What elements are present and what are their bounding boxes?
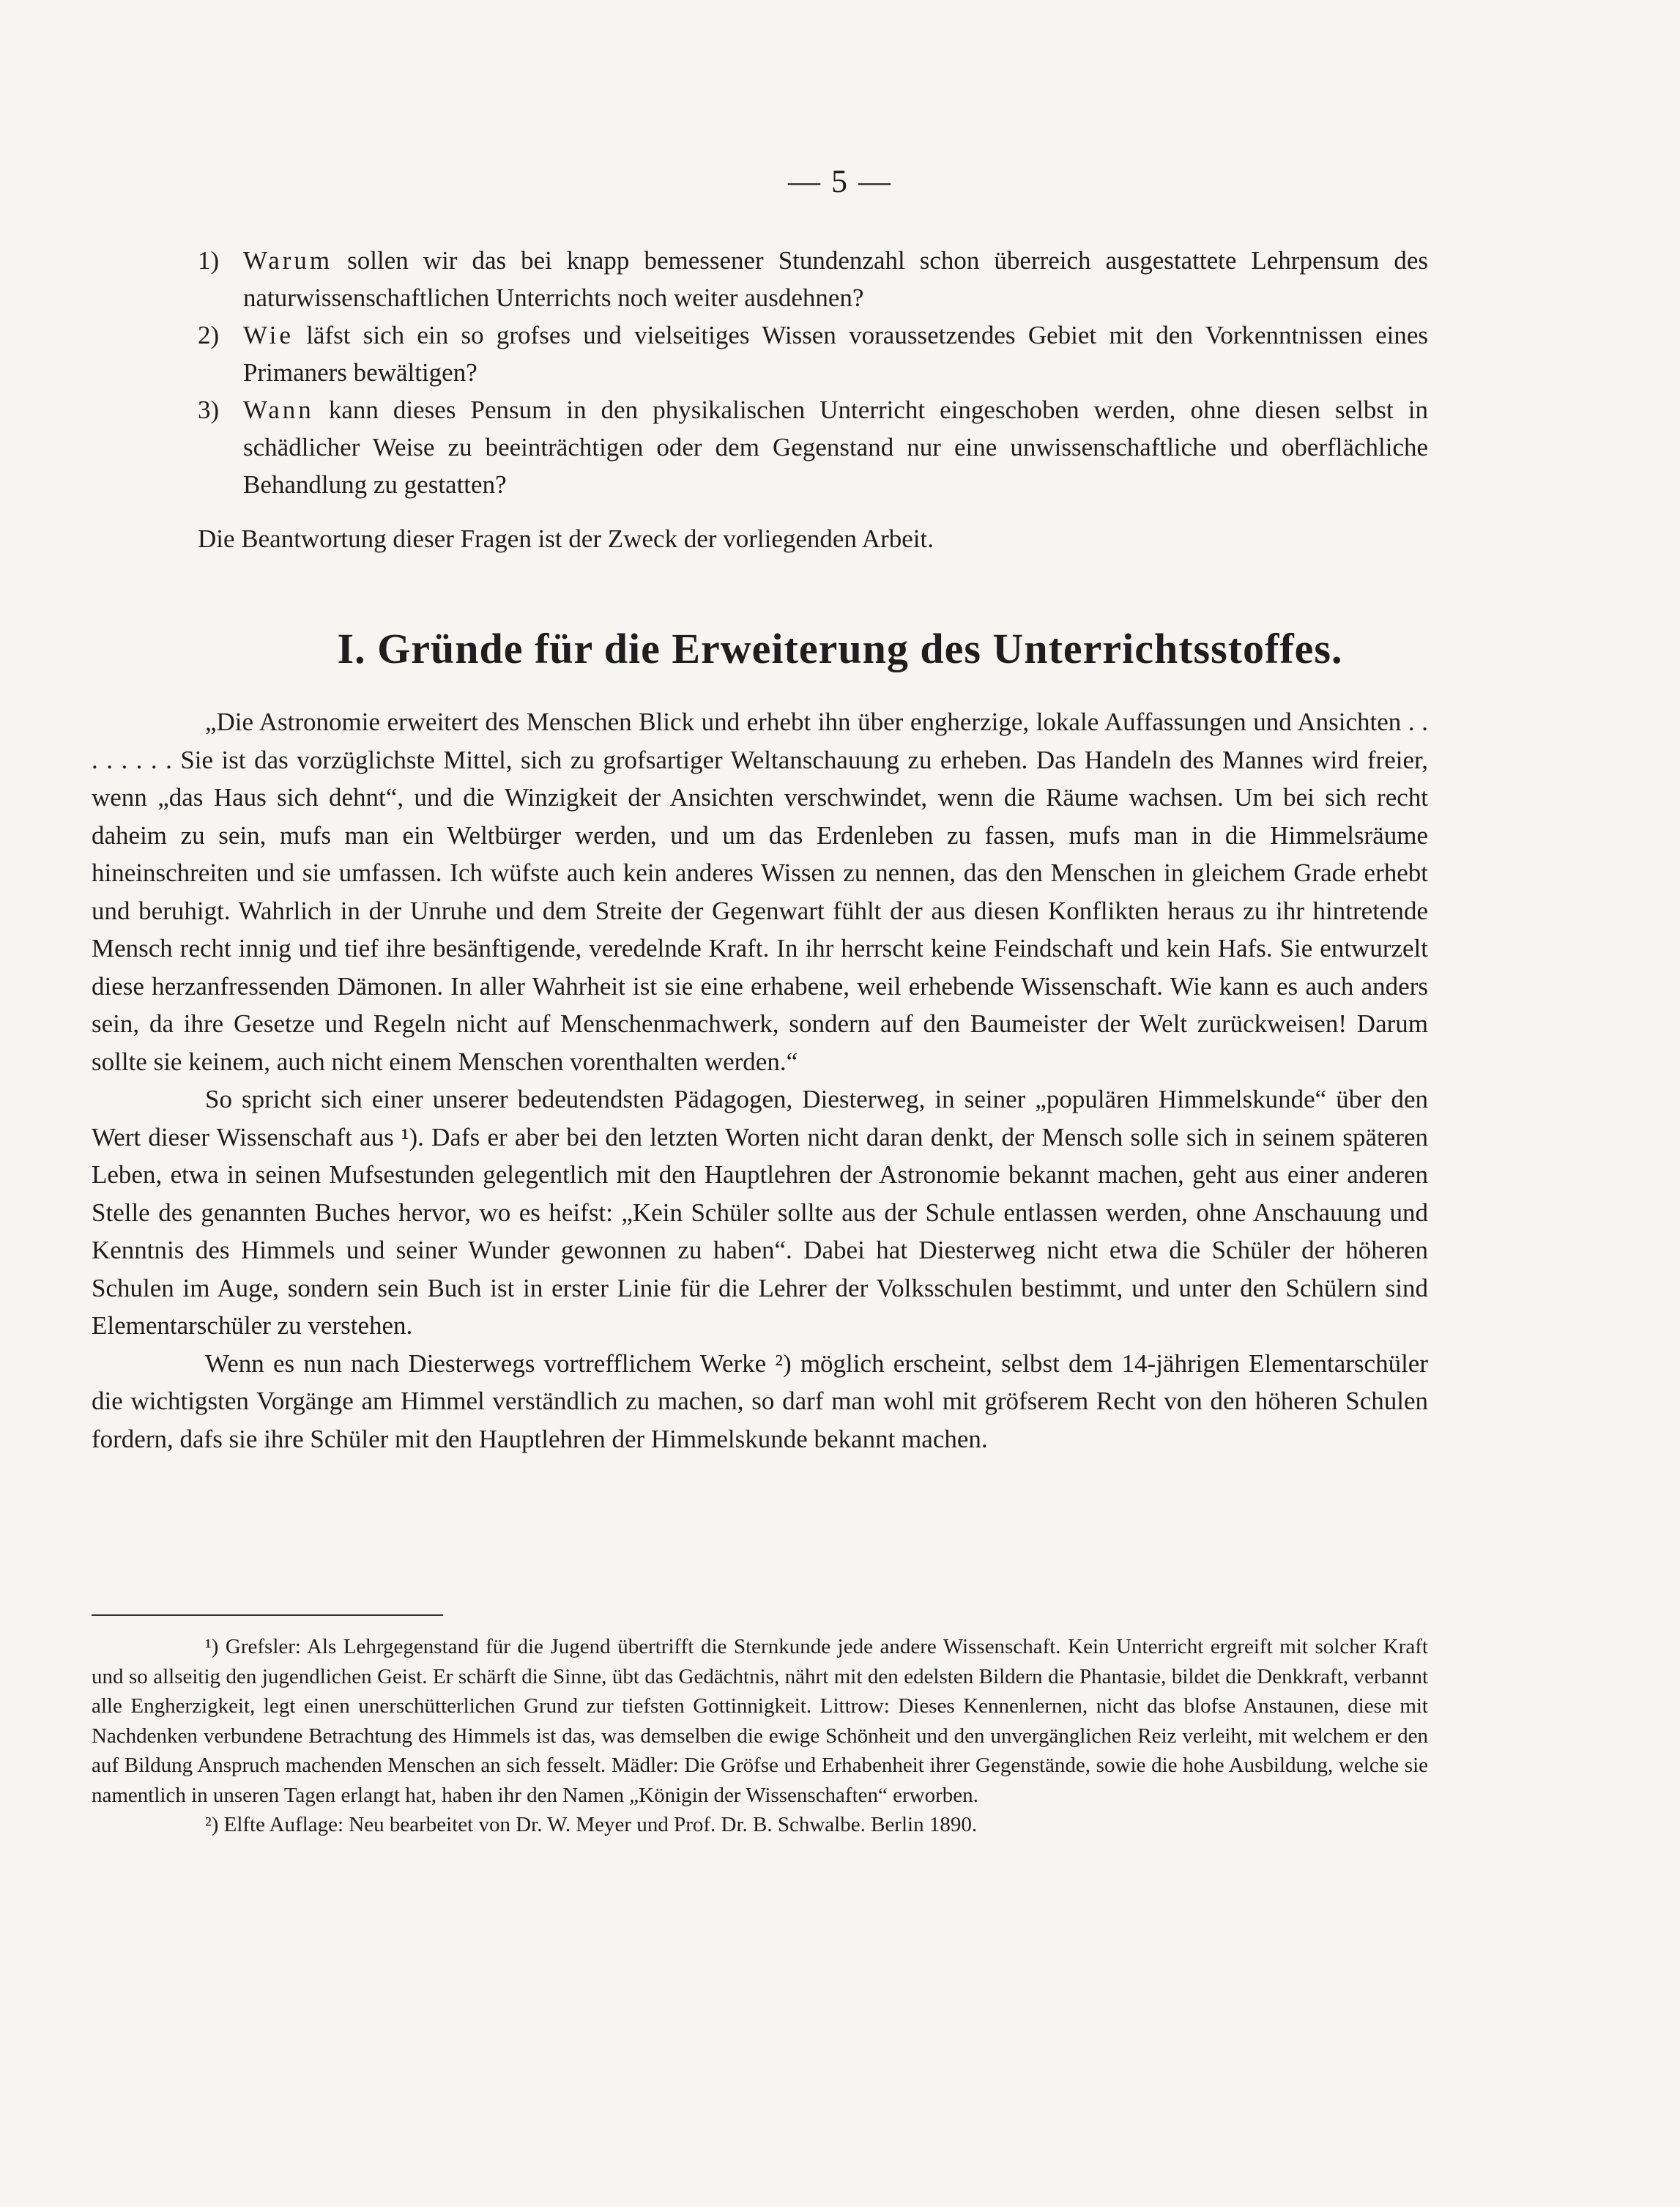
question-text: läfst sich ein so grofses und vielseitiges Wissen voraussetzendes Gebiet mit den Vorkenntnissen eines Primaners bewältigen? <box>243 321 1428 387</box>
question-number: 3) <box>198 396 220 424</box>
footnote-divider <box>92 1614 443 1616</box>
question-item <box>198 391 1428 503</box>
body-paragraph: „Die Astronomie erweitert des Menschen Blick und erhebt ihn über engherzige, lokale Auffassungen und Ansichten . . . . . . . . Sie ist das vorzüglichste Mittel, sich zu grofsartiger Weltanschauung zu erheben. Das Handeln des Mannes wird freier, wenn „das Haus sich dehnt“, und die Winzigkeit der Ansichten verschwindet, wenn die Räume wachsen. Um bei sich recht daheim zu sein, mufs man ein Weltbürger werden, und um das Erdenleben zu fassen, mufs man in die Himmelsräume hineinschreiten und sie umfassen. Ich wüfste auch kein anderes Wissen zu nennen, das den Menschen in gleichem Grade erhebt und beruhigt. Wahrlich in der Unruhe und dem Streite der Gegenwart fühlt der aus diesen Konflikten heraus zu ihr hintretende Mensch recht innig und tief ihre besänftigende, veredelnde Kraft. In ihr herrscht keine Feindschaft und kein Hafs. Sie entwurzelt diese herzanfressenden Dämonen. In aller Wahrheit ist sie eine erhabene, weil erhebende Wissenschaft. Wie kann es auch anders sein, da ihre Gesetze und Regeln nicht auf Menschenmachwerk, sondern auf den Baumeister der Welt zurückweisen! Darum sollte sie keinem, auch nicht einem Menschen vorenthalten werden.“ <box>92 708 1428 1076</box>
page-number: — 5 — <box>788 163 892 199</box>
body-text <box>92 703 1428 1458</box>
body-paragraph: So spricht sich einer unserer bedeutendsten Pädagogen, Diesterweg, in seiner „populären Himmelskunde“ über den Wert dieser Wissenschaft aus ¹). Dafs er aber bei den letzten Worten nicht daran denkt, der Mensch solle sich in seinem späteren Leben, etwa in seinen Mufsestunden gelegentlich mit den Hauptlehren der Astronomie bekannt machen, geht aus einer anderen Stelle des genannten Buches hervor, wo es heifst: „Kein Schüler sollte aus der Schule entlassen werden, ohne Anschauung und Kenntnis des Himmels und seiner Wunder gewonnen zu haben“. Dabei hat Diesterweg nicht etwa die Schüler der höheren Schulen im Auge, sondern sein Buch ist in erster Linie für die Lehrer der Volksschulen bestimmt, und unter den Schülern sind Elementarschüler zu verstehen. <box>92 1085 1428 1340</box>
question-number: 1) <box>198 246 220 275</box>
question-text: kann dieses Pensum in den physikalischen Unterricht eingeschoben werden, ohne diesen selbst in schädlicher Weise zu beeinträchtigen oder dem Gegenstand nur eine unwissenschaftliche und oberflächliche Behandlung zu gestatten? <box>243 396 1428 499</box>
question-lead-word: Warum <box>243 246 333 275</box>
footnote: ²) Elfte Auflage: Neu bearbeitet von Dr. W. Meyer und Prof. Dr. B. Schwalbe. Berlin 1890. <box>205 1813 978 1836</box>
intro-sentence: Die Beantwortung dieser Fragen ist der Zweck der vorliegenden Arbeit. <box>198 524 934 553</box>
question-list <box>198 242 1428 503</box>
question-text: sollen wir das bei knapp bemessener Stundenzahl schon überreich ausgestattete Lehrpensum des naturwissenschaftlichen Unterrichts noch weiter ausdehnen? <box>243 246 1428 312</box>
body-paragraph: Wenn es nun nach Diesterwegs vortrefflichem Werke ²) möglich erscheint, selbst dem 14-jährigen Elementarschüler die wichtigsten Vorgänge am Himmel verständlich zu machen, so darf man wohl mit gröfserem Recht von den höheren Schulen fordern, dafs sie ihre Schüler mit den Hauptlehren der Himmelskunde bekannt machen. <box>92 1349 1428 1453</box>
question-lead-word: Wie <box>243 321 294 349</box>
question-lead-word: Wann <box>243 396 314 424</box>
question-item <box>198 242 1428 316</box>
footnote: ¹) Grefsler: Als Lehrgegenstand für die Jugend übertrifft die Sternkunde jede andere Wissenschaft. Kein Unterricht ergreift mit solcher Kraft und so allseitig den jugendlichen Geist. Er schärft die Sinne, übt das Gedächtnis, nährt mit den edelsten Bildern die Phantasie, bildet die Denkkraft, verbannt alle Engherzigkeit, legt einen unerschütterlichen Grund zur tiefsten Gottinnigkeit. Littrow: Dieses Kennenlernen, nicht das blofse Anstaunen, diese mit Nachdenken verbundene Betrachtung des Himmels ist das, was demselben die ewige Schönheit und den unvergänglichen Reiz verleiht, mit welchem er den auf Bildung Anspruch machenden Menschen an sich fesselt. Mädler: Die Gröfse und Erhabenheit ihrer Gegenstände, sowie die hohe Ausbildung, welche sie namentlich in unseren Tagen erlangt hat, haben ihr den Namen „Königin der Wissenschaften“ erworben. <box>92 1635 1428 1807</box>
footnotes <box>92 1632 1428 1840</box>
question-item <box>198 316 1428 391</box>
section-heading: I. Gründe für die Erweiterung des Unterrichtsstoffes. <box>337 625 1343 672</box>
question-number: 2) <box>198 321 220 349</box>
